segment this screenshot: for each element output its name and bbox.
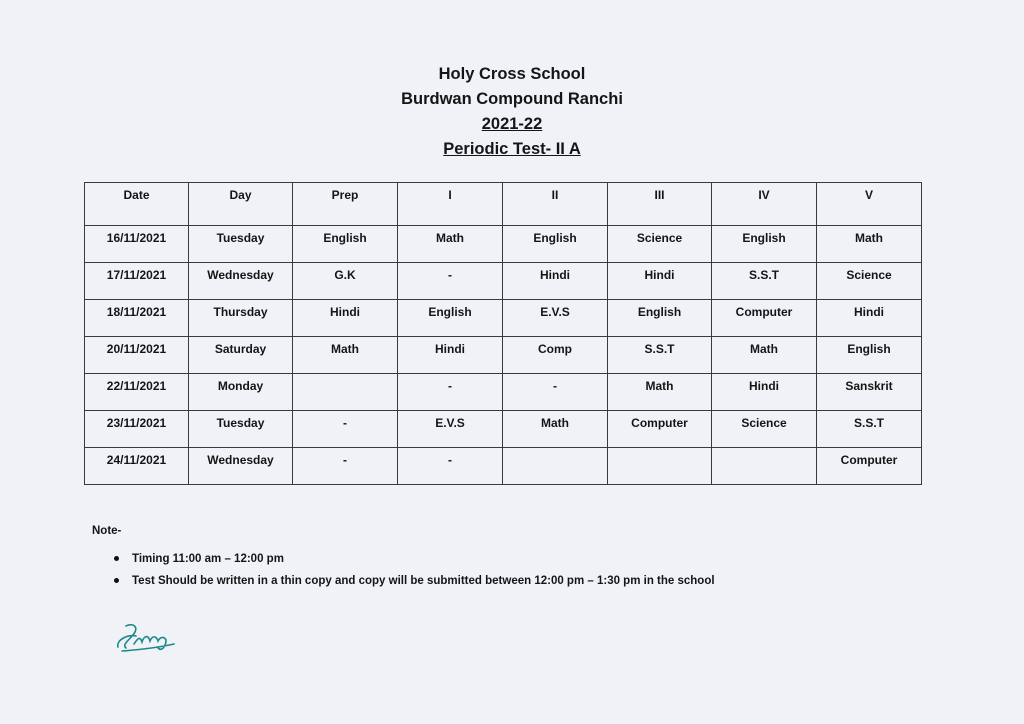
table-cell: - [293,448,398,485]
table-row [85,337,922,374]
table-cell [503,448,608,485]
table-cell: G.K [293,263,398,300]
table-cell: Comp [503,337,608,374]
signature-stroke [118,625,174,651]
table-cell: E.V.S [398,411,503,448]
table-cell: Monday [189,374,293,411]
table-cell: English [503,226,608,263]
handwritten-signature [112,614,178,656]
table-cell: S.S.T [608,337,712,374]
exam-title: Periodic Test- II A [443,140,581,158]
table-row [85,411,922,448]
column-header: IV [712,183,817,226]
column-header: I [398,183,503,226]
table-cell: Wednesday [189,263,293,300]
table-cell: Science [817,263,922,300]
table-cell: Hindi [293,300,398,337]
table-cell: Thursday [189,300,293,337]
table-cell: English [398,300,503,337]
table-cell: Science [608,226,712,263]
table-cell: 24/11/2021 [85,448,189,485]
column-header: Date [85,183,189,226]
note-item-submission: Test Should be written in a thin copy and copy will be submitted between 12:00 pm – 1:30 pm in the school [108,570,715,592]
table-cell: 23/11/2021 [85,411,189,448]
table-cell: - [398,263,503,300]
note-item-timing: Timing 11:00 am – 12:00 pm [108,548,715,570]
table-cell: E.V.S [503,300,608,337]
table-cell: Math [503,411,608,448]
table-cell: Wednesday [189,448,293,485]
table-cell: Computer [608,411,712,448]
table-cell [293,374,398,411]
table-cell: Hindi [817,300,922,337]
table-cell: Computer [817,448,922,485]
table-cell: - [398,374,503,411]
table-cell: Math [293,337,398,374]
table-cell: Tuesday [189,226,293,263]
session-year: 2021-22 [481,115,543,133]
table-cell: Math [398,226,503,263]
table-cell [608,448,712,485]
exam-timetable [84,182,922,485]
table-header-row [85,183,922,226]
table-cell: S.S.T [817,411,922,448]
column-header: III [608,183,712,226]
table-cell: 18/11/2021 [85,300,189,337]
table-cell: - [398,448,503,485]
table-cell: S.S.T [712,263,817,300]
table-cell [712,448,817,485]
document-header [0,62,1024,162]
table-cell: Saturday [189,337,293,374]
table-row [85,300,922,337]
table-row [85,263,922,300]
school-address: Burdwan Compound Ranchi [401,90,623,108]
table-cell: English [712,226,817,263]
table-row [85,448,922,485]
table-row [85,226,922,263]
column-header: Prep [293,183,398,226]
table-cell: Hindi [712,374,817,411]
table-cell: Tuesday [189,411,293,448]
table-cell: 16/11/2021 [85,226,189,263]
table-cell: Hindi [398,337,503,374]
table-cell: 17/11/2021 [85,263,189,300]
table-cell: Science [712,411,817,448]
column-header: II [503,183,608,226]
table-cell: Hindi [608,263,712,300]
table-cell: 20/11/2021 [85,337,189,374]
table-row [85,374,922,411]
notes-list [108,548,715,592]
table-cell: Hindi [503,263,608,300]
table-cell: - [503,374,608,411]
table-cell: Sanskrit [817,374,922,411]
table-cell: Math [712,337,817,374]
table-cell: Computer [712,300,817,337]
table-cell: - [293,411,398,448]
table-cell: English [293,226,398,263]
table-cell: English [608,300,712,337]
table-cell: Math [817,226,922,263]
school-name: Holy Cross School [438,65,586,83]
column-header: Day [189,183,293,226]
table-cell: English [817,337,922,374]
column-header: V [817,183,922,226]
table-cell: 22/11/2021 [85,374,189,411]
table-cell: Math [608,374,712,411]
note-heading: Note- [92,525,122,537]
